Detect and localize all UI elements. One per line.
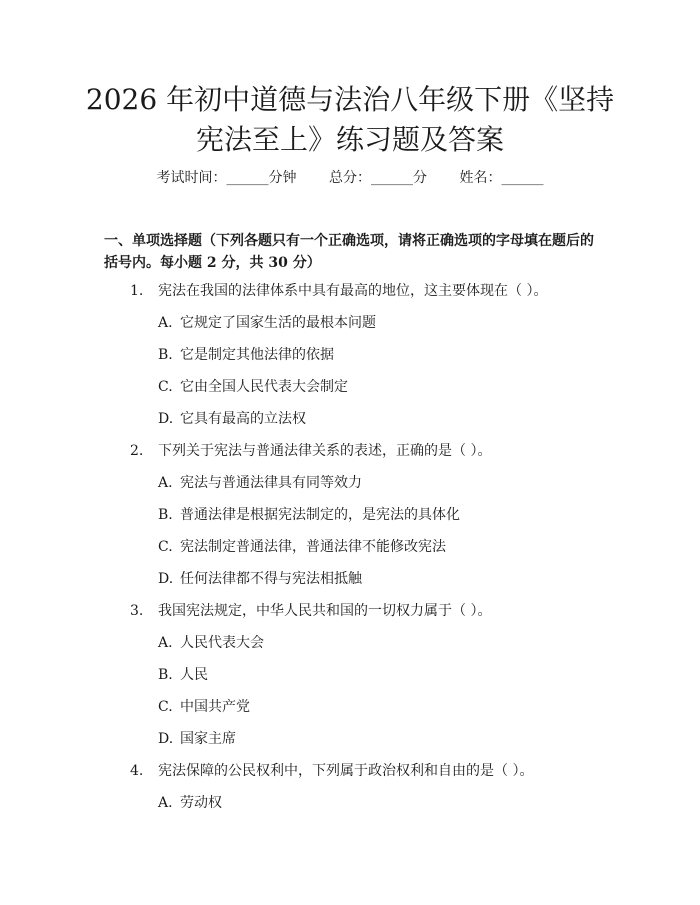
option-text: 它由全国人民代表大会制定 xyxy=(180,379,348,395)
option-letter: D. xyxy=(158,731,174,747)
option-letter: A. xyxy=(158,475,173,491)
option-letter: C. xyxy=(158,379,173,395)
option-1d xyxy=(158,409,306,429)
option-2a xyxy=(158,473,362,493)
option-text: 国家主席 xyxy=(180,731,236,747)
option-1c xyxy=(158,377,348,397)
question-text: 下列关于宪法与普通法律关系的表述，正确的是（ ）。 xyxy=(158,443,492,459)
option-1a xyxy=(158,313,376,333)
option-letter: A. xyxy=(158,315,173,331)
question-number: 1. xyxy=(130,283,144,299)
option-3c xyxy=(158,697,250,717)
option-text: 中国共产党 xyxy=(180,699,250,715)
option-text: 劳动权 xyxy=(180,795,222,811)
question-text: 我国宪法规定，中华人民共和国的一切权力属于（ ）。 xyxy=(158,603,492,619)
question-number: 4. xyxy=(130,763,144,779)
option-text: 它是制定其他法律的依据 xyxy=(180,347,334,363)
option-letter: D. xyxy=(158,411,174,427)
option-letter: C. xyxy=(158,699,173,715)
option-letter: B. xyxy=(158,667,173,683)
total-score: 总分：______分 xyxy=(329,170,427,186)
option-letter: A. xyxy=(158,795,173,811)
option-text: 宪法与普通法律具有同等效力 xyxy=(180,475,362,491)
option-letter: B. xyxy=(158,347,173,363)
section-heading: 一、单项选择题（下列各题只有一个正确选项，请将正确选项的字母填在题后的括号内。每小题 2 分，共 30 分） xyxy=(104,233,594,271)
option-text: 普通法律是根据宪法制定的，是宪法的具体化 xyxy=(180,507,460,523)
question-4 xyxy=(130,761,533,781)
option-2d xyxy=(158,569,362,589)
option-2c xyxy=(158,537,446,557)
question-number: 3. xyxy=(130,603,144,619)
exam-meta xyxy=(0,168,700,188)
option-1b xyxy=(158,345,334,365)
option-letter: B. xyxy=(158,507,173,523)
option-3a xyxy=(158,633,264,653)
option-3b xyxy=(158,665,208,685)
option-letter: C. xyxy=(158,539,173,555)
document-title: 2026 年初中道德与法治八年级下册《坚持宪法至上》练习题及答案 xyxy=(85,83,615,156)
option-letter: A. xyxy=(158,635,173,651)
option-text: 它具有最高的立法权 xyxy=(180,411,306,427)
exam-time: 考试时间：______分钟 xyxy=(156,170,297,186)
question-3 xyxy=(130,601,491,621)
option-text: 宪法制定普通法律，普通法律不能修改宪法 xyxy=(180,539,446,555)
question-number: 2. xyxy=(130,443,144,459)
option-2b xyxy=(158,505,460,525)
student-name: 姓名：______ xyxy=(459,170,544,186)
question-2 xyxy=(130,441,491,461)
option-text: 人民 xyxy=(180,667,208,683)
option-3d xyxy=(158,729,236,749)
option-text: 它规定了国家生活的最根本问题 xyxy=(180,315,376,331)
option-text: 任何法律都不得与宪法相抵触 xyxy=(180,571,362,587)
question-text: 宪法保障的公民权利中，下列属于政治权利和自由的是（ ）。 xyxy=(158,763,534,779)
option-4a xyxy=(158,793,222,813)
question-1 xyxy=(130,281,547,301)
option-text: 人民代表大会 xyxy=(180,635,264,651)
question-text: 宪法在我国的法律体系中具有最高的地位，这主要体现在（ ）。 xyxy=(158,283,548,299)
option-letter: D. xyxy=(158,571,174,587)
